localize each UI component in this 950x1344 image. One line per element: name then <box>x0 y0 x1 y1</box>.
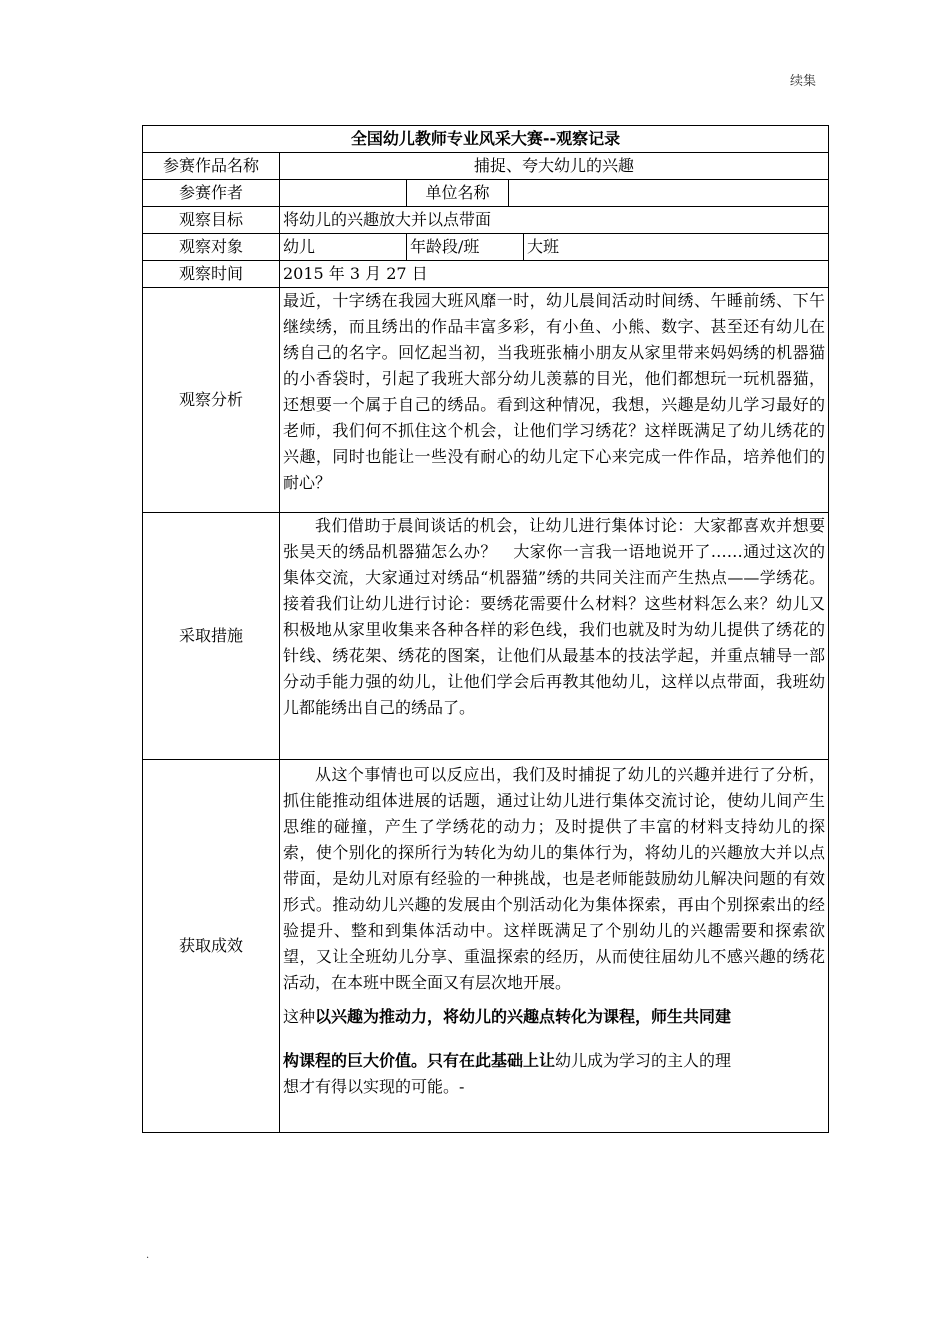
observation-record-table <box>142 125 829 1133</box>
results-text2-prefix: 这种 <box>283 1007 316 1026</box>
author-value <box>280 180 407 207</box>
footer-dot: . <box>146 1250 150 1261</box>
subject-value: 幼儿 <box>280 234 407 261</box>
age-label: 年龄段/班 <box>407 234 524 260</box>
results-text3-rest: 幼儿成为学习的主人的理 <box>555 1051 732 1070</box>
time-value: 2015 年 3 月 27 日 <box>280 261 829 288</box>
unit-value <box>509 180 829 206</box>
measures-label: 采取措施 <box>143 513 280 760</box>
results-text3-bold: 构课程的巨大价值。只有在此基础上让 <box>283 1051 556 1070</box>
results-text: 从这个事情也可以反应出，我们及时捕捉了幼儿的兴趣并进行了分析，抓住能推动组体进展的话题，通过让幼儿进行集体交流讨论，使幼儿间产生思维的碰撞，产生了学绣花的动力；及时提供了丰富的材料支持幼儿的探索，使个别化的探所行为转化为幼儿的集体行为，将幼儿的兴趣放大并以点带面，是幼儿对原有经验的一种挑战，也是老师能鼓励幼儿解决问题的有效形式。推动幼儿兴趣的发展由个别活动化为集体探索，再由个别探索出的经验提升、整和到集体活动中。这样既满足了个别幼儿的兴趣需要和探索欲望，又让全班幼儿分享、重温探索的经历，从而使往届幼儿不感兴趣的绣花活动，在本班中既全面又有层次地开展。 <box>283 765 826 992</box>
time-label: 观察时间 <box>143 261 280 288</box>
analysis-label: 观察分析 <box>143 288 280 513</box>
work-name-label: 参赛作品名称 <box>143 153 280 180</box>
author-label: 参赛作者 <box>143 180 280 207</box>
analysis-text: 最近，十字绣在我园大班风靡一时，幼儿晨间活动时间绣、午睡前绣、下午继续绣，而且绣出的作品丰富多彩，有小鱼、小熊、数字、甚至还有幼儿在绣自己的名字。回忆起当初，当我班张楠小朋友从家里带来妈妈绣的机器猫的小香袋时，引起了我班大部分幼儿羡慕的目光，他们都想玩一玩机器猫，还想要一个属于自己的绣品。看到这种情况，我想，兴趣是幼儿学习最好的老师，我们何不抓住这个机会，让他们学习绣花？这样既满足了幼儿绣花的兴趣，同时也能让一些没有耐心的幼儿定下心来完成一件作品，培养他们的耐心？ <box>280 288 829 513</box>
results-line-4: 想才有得以实现的可能。- <box>283 1077 465 1096</box>
results-label: 获取成效 <box>143 760 280 1133</box>
goal-value: 将幼儿的兴趣放大并以点带面 <box>280 207 829 234</box>
unit-label: 单位名称 <box>407 180 509 206</box>
age-value: 大班 <box>527 237 560 256</box>
results-text2-bold: 以兴趣为推动力，将幼儿的兴趣点转化为课程，师生共同建 <box>315 1007 732 1026</box>
results-line-2 <box>283 1004 825 1030</box>
results-cell <box>280 760 829 1133</box>
table-title: 全国幼儿教师专业风采大赛--观察记录 <box>143 126 829 153</box>
work-name-value: 捕捉、夸大幼儿的兴趣 <box>280 153 829 180</box>
measures-text: 我们借助于晨间谈话的机会，让幼儿进行集体讨论：大家都喜欢并想要张昊天的绣品机器猫怎么办？ 大家你一言我一语地说开了……通过这次的集体交流，大家通过对绣品“机器猫”绣的共同关注而产生热点——学绣花。接着我们让幼儿进行讨论：要绣花需要什么材料？这些材料怎么来？幼儿又积极地从家里收集来各种各样的彩色线，我们也就及时为幼儿提供了绣花的针线、绣花架、绣花的图案，让他们从最基本的技法学起，并重点辅导一部分动手能力强的幼儿，让他们学会后再教其他幼儿，这样以点带面，我班幼儿都能绣出自己的绣品了。 <box>280 513 829 760</box>
continuation-label: 续集 <box>790 74 817 89</box>
results-line-3 <box>283 1048 825 1074</box>
subject-label: 观察对象 <box>143 234 280 261</box>
goal-label: 观察目标 <box>143 207 280 234</box>
